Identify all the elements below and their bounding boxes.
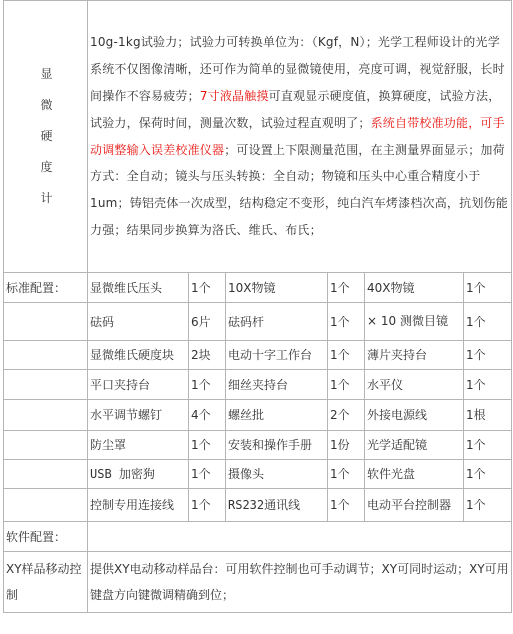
item-name: 细丝夹持台 [226, 370, 328, 400]
item-name: RS232通讯线 [226, 489, 328, 522]
item-name: 显微维氏硬度块 [88, 341, 189, 370]
item-qty: 1个 [189, 370, 226, 400]
software-config-row [4, 522, 512, 552]
standard-config-label: 标准配置： [4, 273, 88, 303]
config-row [4, 431, 512, 460]
item-qty: 1个 [464, 273, 512, 303]
desc-part-2: 可直观显示硬度值，换算硬度，试验方法，试验力，保荷时间，测量次数，试验过程直观明了； [90, 88, 501, 130]
item-qty: 1个 [328, 489, 365, 522]
item-name: 防尘罩 [88, 431, 189, 460]
spec-table [3, 0, 512, 613]
description-row [4, 1, 512, 273]
item-name: 外接电源线 [365, 400, 464, 431]
item-qty: 1个 [189, 273, 226, 303]
item-qty: 1个 [189, 460, 226, 489]
item-qty: 1个 [328, 460, 365, 489]
item-name: 砝码 [88, 303, 189, 341]
item-name: 水平调节螺钉 [88, 400, 189, 431]
software-config-label: 软件配置： [4, 522, 88, 552]
item-qty: 1根 [464, 400, 512, 431]
blank-label-cell [4, 341, 88, 370]
item-name: 薄片夹持台 [365, 341, 464, 370]
item-qty: 1个 [464, 460, 512, 489]
item-name: 摄像头 [226, 460, 328, 489]
config-row [4, 303, 512, 341]
item-name: 砝码杆 [226, 303, 328, 341]
item-name: × 10 测微目镜 [365, 303, 464, 341]
xy-control-row [4, 552, 512, 613]
blank-label-cell [4, 400, 88, 431]
item-name: 10X物镜 [226, 273, 328, 303]
item-name: 软件光盘 [365, 460, 464, 489]
item-qty: 1个 [189, 431, 226, 460]
xy-control-description: 提供XY电动移动样品台：可用软件控制也可手动调节；XY可同时运动；XY可用键盘方向键微调精确到位； [88, 552, 512, 613]
item-qty: 2块 [189, 341, 226, 370]
blank-label-cell [4, 431, 88, 460]
item-qty: 2个 [328, 400, 365, 431]
config-row [4, 341, 512, 370]
category-cell [4, 1, 88, 273]
category-label: 显微硬度计 [40, 67, 53, 205]
item-qty: 4个 [189, 400, 226, 431]
item-qty: 1个 [189, 489, 226, 522]
item-name: 40X物镜 [365, 273, 464, 303]
blank-label-cell [4, 460, 88, 489]
desc-highlight-calibration: 系统自带校准功能，可手动调整输入误差校准仪器 [90, 115, 505, 157]
description-cell [88, 1, 512, 273]
item-name: 水平仪 [365, 370, 464, 400]
item-name: 控制专用连接线 [88, 489, 189, 522]
config-row [4, 370, 512, 400]
item-name: 安装和操作手册 [226, 431, 328, 460]
item-name: USB 加密狗 [88, 460, 189, 489]
software-config-blank [88, 522, 512, 552]
item-name: 光学适配镜 [365, 431, 464, 460]
item-name: 电动十字工作台 [226, 341, 328, 370]
config-row [4, 460, 512, 489]
item-qty: 1个 [328, 273, 365, 303]
item-name: 螺丝批 [226, 400, 328, 431]
item-qty: 1个 [464, 431, 512, 460]
item-qty: 1个 [328, 370, 365, 400]
item-name: 电动平台控制器 [365, 489, 464, 522]
config-row [4, 489, 512, 522]
item-qty: 6片 [189, 303, 226, 341]
config-row [4, 273, 512, 303]
item-qty: 1个 [464, 489, 512, 522]
desc-highlight-touchscreen: 7寸液晶触摸 [199, 88, 269, 103]
desc-part-3: ；可设置上下限测量范围，在主测量界面显示；加荷方式：全自动；镜头与压头转换：全自动；物镜和压头中心重合精度小于1um；铸铝壳体一次成型，结构稳定不变形，纯白汽车烤漆档次高，抗划伤能力强；结果同步换算为洛氏、维氏、布氏； [90, 142, 508, 237]
item-qty: 1份 [328, 431, 365, 460]
item-qty: 1个 [328, 341, 365, 370]
spec-sheet [3, 0, 511, 634]
desc-part-1: 10g-1kg试验力；试验力可转换单位为：（Kgf，N）；光学工程师设计的光学系统不仅图像清晰，还可作为简单的显微镜使用，亮度可调，视觉舒服，长时间操作不容易疲劳； [90, 35, 505, 103]
item-qty: 1个 [464, 370, 512, 400]
item-qty: 1个 [464, 341, 512, 370]
item-name: 显微维氏压头 [88, 273, 189, 303]
item-qty: 1个 [328, 303, 365, 341]
blank-label-cell [4, 489, 88, 522]
blank-label-cell [4, 370, 88, 400]
item-qty: 1个 [464, 303, 512, 341]
item-name: 平口夹持台 [88, 370, 189, 400]
xy-control-label: XY样品移动控制 [4, 552, 88, 613]
blank-label-cell [4, 303, 88, 341]
config-row [4, 400, 512, 431]
